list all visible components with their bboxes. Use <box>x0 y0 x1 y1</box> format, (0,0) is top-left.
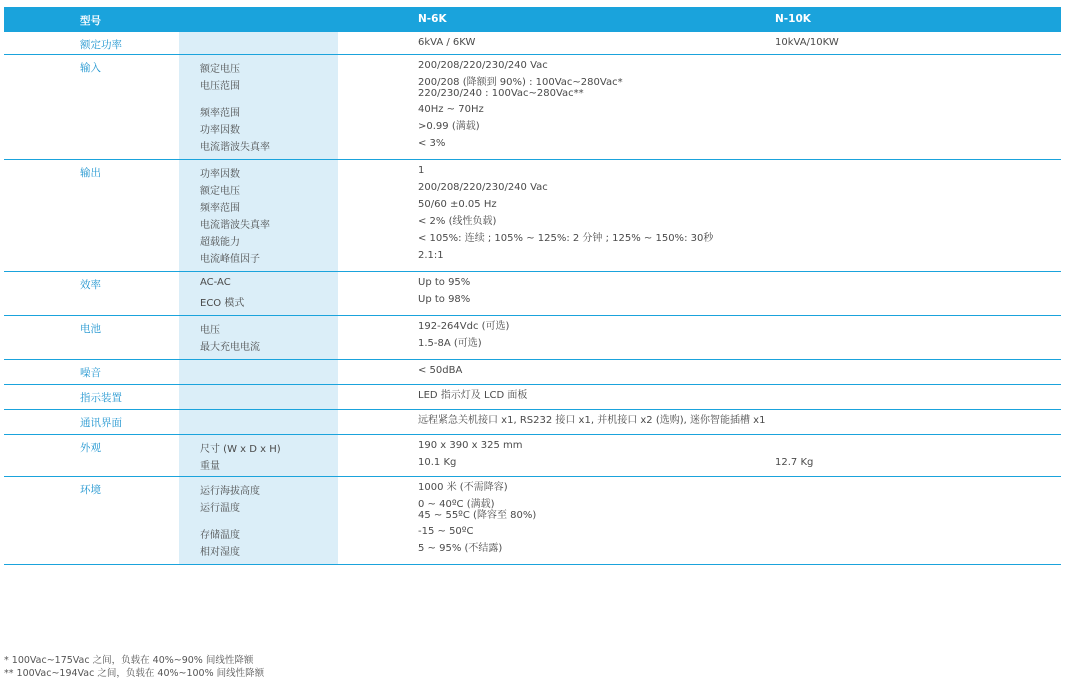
spec-section <box>4 360 1061 385</box>
spec-section <box>4 272 1061 316</box>
spec-key: 电流峰值因子 <box>200 254 260 265</box>
spec-value-n6k <box>418 526 474 537</box>
spec-section <box>4 316 1061 360</box>
spec-key: 电压 <box>200 325 220 336</box>
spec-row <box>4 231 1061 248</box>
spec-value-n6k <box>418 182 548 193</box>
spec-section <box>4 385 1061 410</box>
spec-value-n6k <box>418 250 444 261</box>
spec-row <box>4 136 1061 153</box>
spec-key: 额定电压 <box>200 186 240 197</box>
spec-row <box>4 35 1061 52</box>
spec-value-n6k <box>418 499 536 521</box>
spec-value-n6k <box>418 338 482 349</box>
value-line: -15 ~ 50ºC <box>418 526 474 537</box>
spec-key: 存储温度 <box>200 530 240 541</box>
footnote: ** 100Vac~194Vac 之间，负载在 40%~100% 间线性降额 <box>4 668 265 679</box>
spec-key: 功率因数 <box>200 125 240 136</box>
section-title: 指示装置 <box>80 392 122 404</box>
value-line: 50/60 ±0.05 Hz <box>418 199 497 210</box>
spec-value-n6k <box>418 294 470 305</box>
spec-row <box>4 541 1061 558</box>
spec-value-n6k <box>418 415 765 426</box>
spec-key: 运行海拔高度 <box>200 486 260 497</box>
spec-key: 电流谐波失真率 <box>200 142 270 153</box>
spec-value-n6k <box>418 365 462 376</box>
value-line: 5 ~ 95% (不结露) <box>418 543 503 554</box>
value-line: 1 <box>418 165 425 176</box>
section-title: 效率 <box>80 279 101 291</box>
spec-value-n6k <box>418 543 502 554</box>
spec-key: 最大充电电流 <box>200 342 260 353</box>
spec-key: 频率范围 <box>200 108 240 119</box>
column-header-n6k: N-6K <box>418 13 447 25</box>
spec-value-n6k <box>418 77 623 99</box>
spec-value-n6k <box>418 138 445 149</box>
section-title: 环境 <box>80 484 101 496</box>
spec-row <box>4 363 1061 380</box>
spec-section <box>4 32 1061 55</box>
section-title: 额定功率 <box>80 39 122 51</box>
spec-row <box>4 497 1061 524</box>
spec-value-n6k <box>418 233 713 244</box>
spec-section <box>4 435 1061 477</box>
spec-value-n6k <box>418 277 470 288</box>
value-line: 190 x 390 x 325 mm <box>418 440 523 451</box>
value-line: 10.1 Kg <box>418 457 457 468</box>
spec-section <box>4 55 1061 160</box>
spec-value-n6k <box>418 482 508 493</box>
spec-key: 功率因数 <box>200 169 240 180</box>
spec-row <box>4 197 1061 214</box>
value-line: < 50dBA <box>418 365 463 376</box>
spec-row <box>4 275 1061 292</box>
value-line: < 105%: 连续 ; 105% ~ 125%: 2 分钟 ; 125% ~ 150%: 30秒 <box>418 233 714 244</box>
spec-key: 电流谐波失真率 <box>200 220 270 231</box>
value-line: < 3% <box>418 138 446 149</box>
spec-key: 重量 <box>200 461 220 472</box>
spec-value-n6k <box>418 60 548 71</box>
section-title: 电池 <box>80 323 101 335</box>
spec-value-n6k <box>418 121 480 132</box>
value-line: >0.99 (满载) <box>418 121 480 132</box>
spec-row <box>4 75 1061 102</box>
column-header-n10k: N-10K <box>775 13 811 25</box>
spec-key: 超载能力 <box>200 237 240 248</box>
spec-key: 频率范围 <box>200 203 240 214</box>
spec-row <box>4 413 1061 430</box>
footnotes <box>4 654 264 680</box>
spec-row <box>4 336 1061 353</box>
spec-value-n6k <box>418 165 424 176</box>
spec-value-n6k <box>418 440 522 451</box>
table-body <box>4 32 1061 565</box>
spec-value-n10k: 12.7 Kg <box>775 457 814 468</box>
value-line: 45 ~ 55ºC (降容至 80%) <box>418 510 537 521</box>
spec-value-n6k <box>418 199 497 210</box>
value-line: 220/230/240 : 100Vac~280Vac** <box>418 88 584 99</box>
section-title: 输出 <box>80 167 101 179</box>
spec-section <box>4 410 1061 435</box>
spec-value-n10k: 10kVA/10KW <box>775 37 839 48</box>
spec-key: 电压范围 <box>200 81 240 92</box>
value-line: 1.5-8A (可选) <box>418 338 482 349</box>
section-title: 外观 <box>80 442 101 454</box>
spec-value-n6k <box>418 104 484 115</box>
spec-row <box>4 480 1061 497</box>
spec-value-n6k <box>418 37 475 48</box>
spec-value-n6k <box>418 457 456 468</box>
value-line: 40Hz ~ 70Hz <box>418 104 484 115</box>
spec-row <box>4 58 1061 75</box>
spec-key: 相对湿度 <box>200 547 240 558</box>
section-title: 通讯界面 <box>80 417 122 429</box>
section-title: 噪音 <box>80 367 101 379</box>
spec-key: 运行温度 <box>200 503 240 514</box>
spec-row <box>4 319 1061 336</box>
spec-value-n6k <box>418 216 496 227</box>
spec-value-n6k <box>418 390 527 401</box>
value-line: < 2% (线性负载) <box>418 216 497 227</box>
spec-section <box>4 477 1061 565</box>
spec-table <box>4 7 1061 565</box>
spec-row <box>4 163 1061 180</box>
spec-key: 额定电压 <box>200 64 240 75</box>
spec-key: 尺寸 (W x D x H) <box>200 444 281 455</box>
spec-section <box>4 160 1061 272</box>
spec-row <box>4 388 1061 405</box>
spec-row <box>4 248 1061 265</box>
spec-key: AC-AC <box>200 277 231 288</box>
spec-row <box>4 214 1061 231</box>
value-line: 200/208/220/230/240 Vac <box>418 182 548 193</box>
value-line: 2.1:1 <box>418 250 444 261</box>
spec-row <box>4 438 1061 455</box>
value-line: 远程紧急关机接口 x1, RS232 接口 x1, 并机接口 x2 (选购), 迷你智能插槽 x1 <box>418 415 766 426</box>
value-line: 200/208/220/230/240 Vac <box>418 60 548 71</box>
value-line: 0 ~ 40ºC (满载) <box>418 499 495 510</box>
value-line: 1000 米 (不需降容) <box>418 482 508 493</box>
value-line: LED 指示灯及 LCD 面板 <box>418 390 528 401</box>
section-title: 输入 <box>80 62 101 74</box>
footnote: * 100Vac~175Vac 之间，负载在 40%~90% 间线性降额 <box>4 655 254 666</box>
value-line: 6kVA / 6KW <box>418 37 476 48</box>
value-line: 192-264Vdc (可选) <box>418 321 510 332</box>
spec-row <box>4 119 1061 136</box>
spec-row <box>4 455 1061 472</box>
spec-row <box>4 102 1061 119</box>
model-label: 型号 <box>80 15 101 27</box>
value-line: Up to 95% <box>418 277 471 288</box>
value-line: Up to 98% <box>418 294 471 305</box>
spec-value-n6k <box>418 321 509 332</box>
table-header <box>4 7 1061 32</box>
spec-key: ECO 模式 <box>200 298 245 309</box>
spec-row <box>4 292 1061 309</box>
spec-row <box>4 180 1061 197</box>
spec-row <box>4 524 1061 541</box>
value-line: 200/208 (降额到 90%) : 100Vac~280Vac* <box>418 77 623 88</box>
